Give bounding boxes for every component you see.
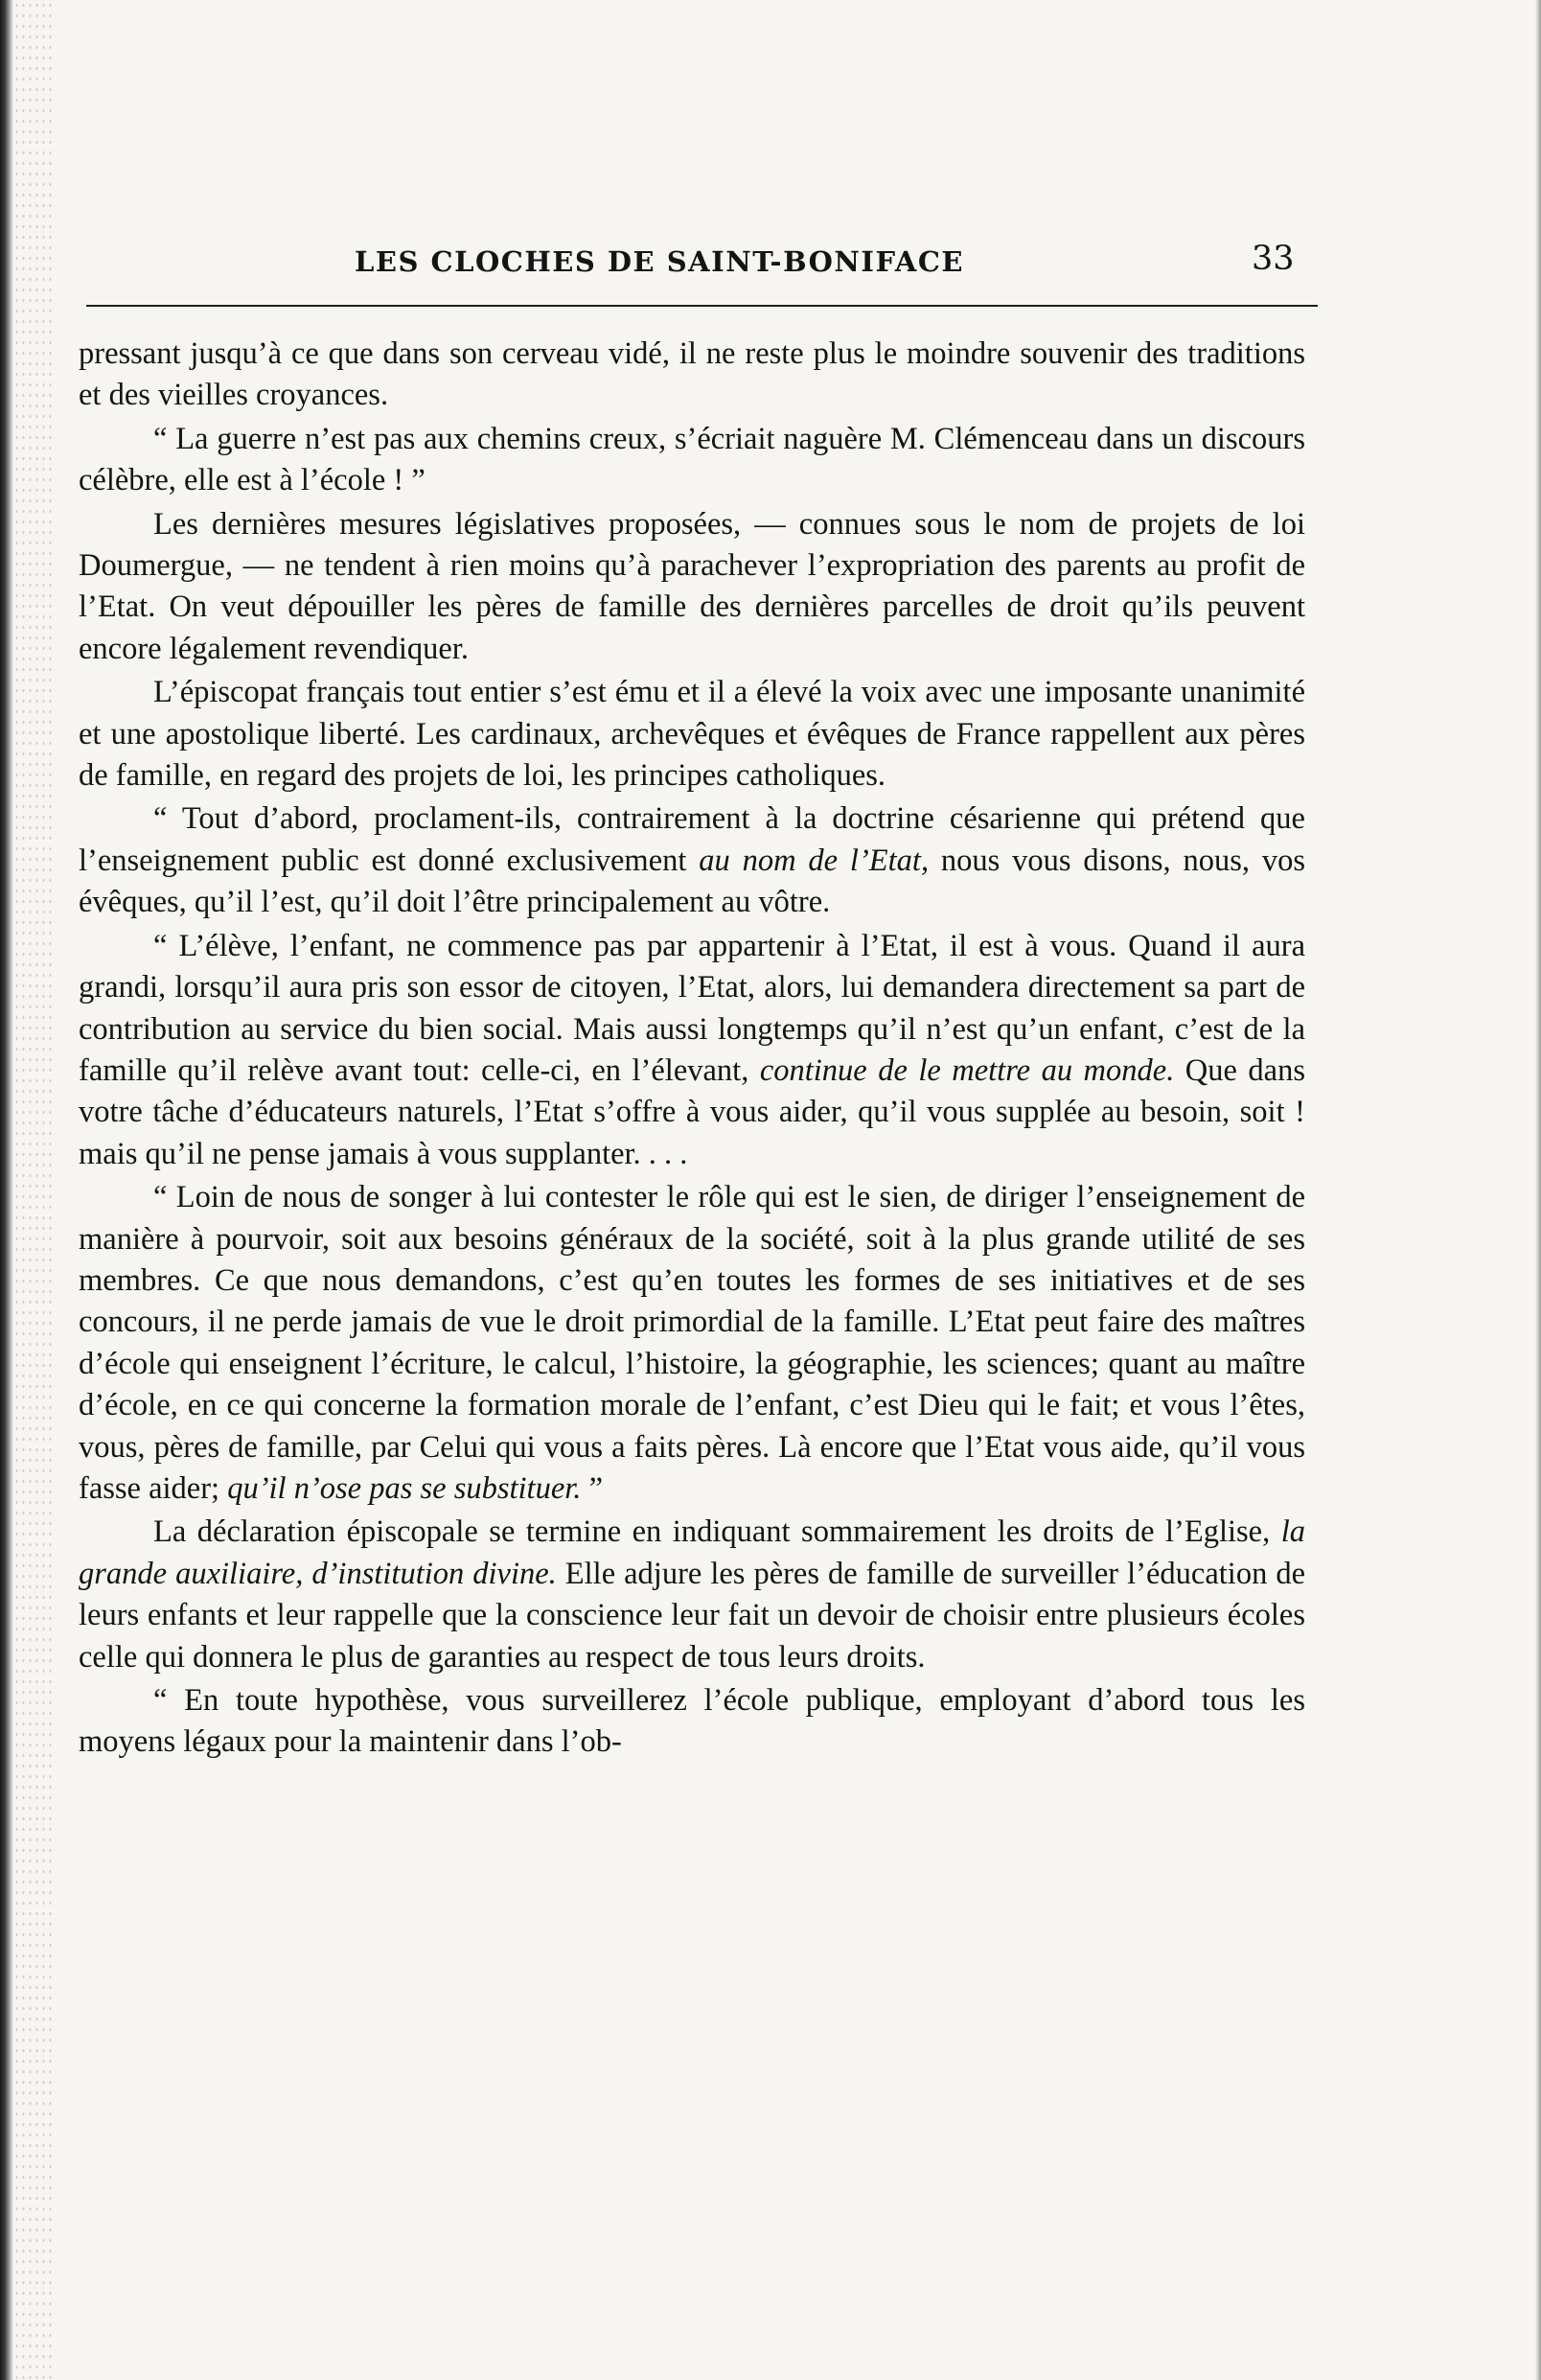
paragraph-text: “ La guerre n’est pas aux chemins creux, s’écriait naguère M. Clémenceau dans un discours célèbre, elle est à l’école ! ” (79, 421, 1305, 498)
paragraph (79, 926, 1305, 1175)
scan-left-edge (0, 0, 13, 2380)
paragraph-text: “ L’élève, l’enfant, ne commence pas par appartenir à l’Etat, il est à vous. Quand il aura grandi, lorsqu’il aura pris son essor de citoyen, l’Etat, alors, lui demandera directement sa part de contribution au service du bien social. Mais aussi longtemps qu’il n’est qu’un enfant, c’est de la famille qu’il relève avant tout: celle-ci, en l’élevant, (79, 928, 1305, 1088)
page-header (355, 240, 1313, 278)
paragraph (79, 1512, 1305, 1678)
paragraph (79, 798, 1305, 923)
paragraph-text: nous vous disons, nous, vos évêques, qu’il l’est, qu’il doit l’être principalement au vôtre. (79, 843, 1305, 920)
paragraph-text: “ Tout d’abord, proclament-ils, contrairement à la doctrine césarienne qui prétend que l’enseignement public est donné exclusivement (79, 801, 1305, 878)
italic-text: continue de le mettre au monde. (759, 1052, 1175, 1088)
paragraph-text: “ Loin de nous de songer à lui contester le rôle qui est le sien, de diriger l’enseignement de manière à pourvoir, soit aux besoins généraux de la société, soit à la plus grande utilité de ses membres. Ce que nous demandons, c’est qu’en toutes les formes de ses initiatives et de ses concours, il ne perde jamais de vue le droit primordial de la famille. L’Etat peut faire des maîtres d’école qui enseignent l’écriture, le calcul, l’histoire, la géographie, les sciences; quant au maître d’école, en ce qui concerne la formation morale de l’enfant, c’est Dieu qui le fait; et vous l’êtes, vous, pères de famille, par Celui qui vous a faits pères. Là encore que l’Etat vous aide, qu’il vous fasse aider; (79, 1180, 1305, 1506)
running-title: LES CLOCHES DE SAINT-BONIFACE (355, 245, 965, 278)
paragraph (79, 419, 1305, 502)
italic-text: au nom de l’Etat, (699, 843, 930, 878)
paragraph (79, 504, 1305, 671)
page-number: 33 (1252, 240, 1295, 278)
paragraph-text: Elle adjure les pères de famille de surveiller l’éducation de leurs enfants et leur rappelle que la conscience leur fait un devoir de choisir entre plusieurs écoles celle qui donnera le plus de garanties au respect de tous leurs droits. (79, 1556, 1305, 1675)
italic-text: la grande auxiliaire, d’institution divine. (79, 1514, 1305, 1591)
paragraph-text: ” (581, 1470, 603, 1506)
paragraph (79, 672, 1305, 797)
paragraph-text: Les dernières mesures législatives proposées, — connues sous le nom de projets de loi Doumergue, — ne tendent à rien moins qu’à parachever l’expropriation des parents au profit de l’Etat. On veut dépouiller les pères de famille des dernières parcelles de droit qu’ils peuvent encore légalement revendiquer. (79, 506, 1305, 666)
scan-right-edge (1535, 0, 1541, 2380)
paragraph-text: Que dans votre tâche d’éducateurs naturels, l’Etat s’offre à vous aider, qu’il vous supplée au besoin, soit ! mais qu’il ne pense jamais à vous supplanter. . . . (79, 1052, 1305, 1171)
header-rule (86, 305, 1318, 307)
paragraph-text: “ En toute hypothèse, vous surveillerez l’école publique, employant d’abord tous les moyens légaux pour la maintenir dans l’ob- (79, 1683, 1305, 1760)
paragraph-text: La déclaration épiscopale se termine en indiquant sommairement les droits de l’Eglise, (153, 1514, 1281, 1550)
paragraph (79, 1177, 1305, 1510)
body-text (79, 334, 1305, 1764)
paragraph-text: L’épiscopat français tout entier s’est ému et il a élevé la voix avec une imposante unanimité et une apostolique liberté. Les cardinaux, archevêques et évêques de France rappellent aux pères de famille, en regard des projets de loi, les principes catholiques. (79, 675, 1305, 794)
paragraph (79, 1680, 1305, 1764)
scan-noise (13, 0, 52, 2380)
italic-text: qu’il n’ose pas se substituer. (227, 1470, 582, 1506)
paragraph (79, 334, 1305, 417)
paragraph-text: pressant jusqu’à ce que dans son cerveau vidé, il ne reste plus le moindre souvenir des traditions et des vieilles croyances. (79, 336, 1305, 413)
